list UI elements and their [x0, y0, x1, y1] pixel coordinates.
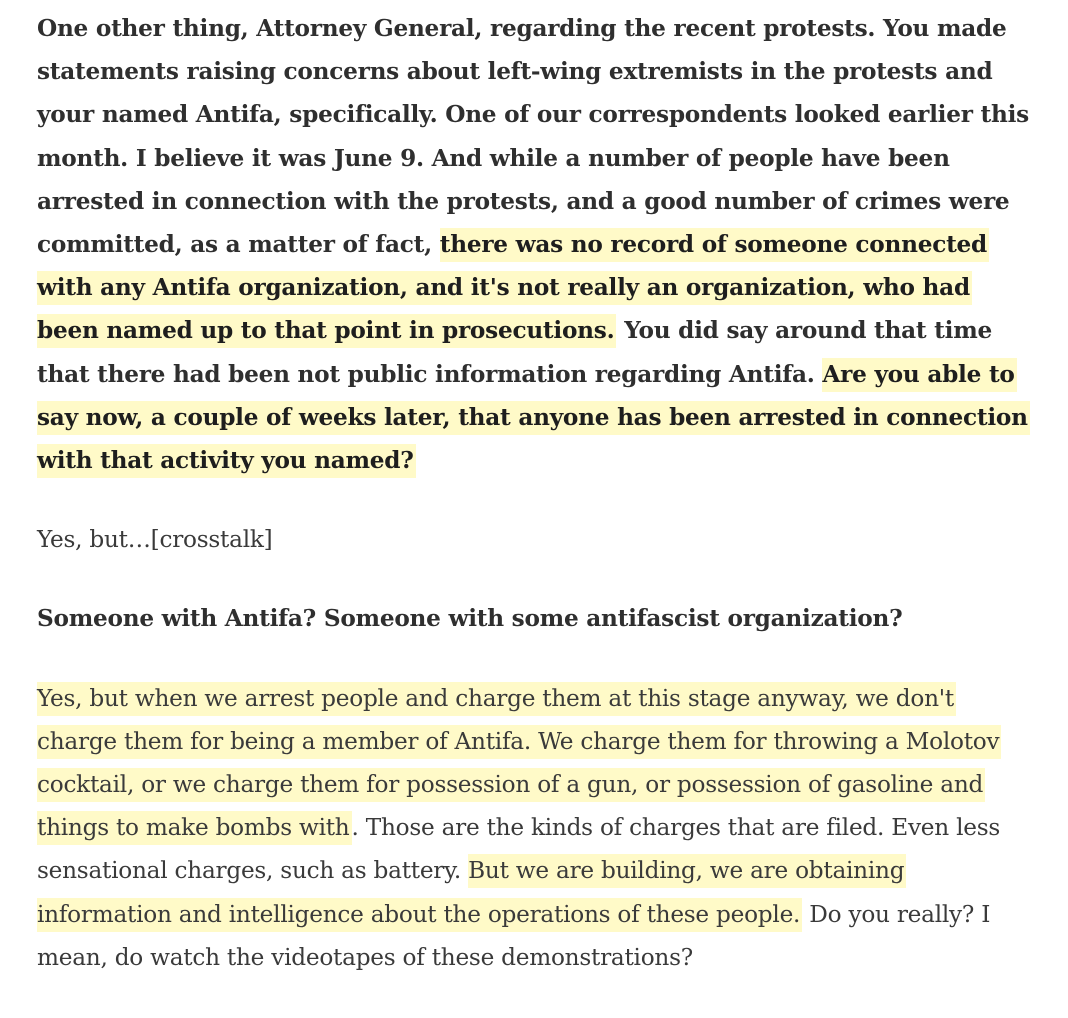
transcript-text: Do you really? I mean, do watch the videotapes of these demonstrations?	[37, 900, 991, 971]
transcript-text: . Those are the kinds of charges that are filed. Even less sensational charges, such as battery.	[37, 814, 1001, 885]
highlighted-text[interactable]: Yes, but when we arrest people and charge them at this stage anyway, we don't charge them for being a member of Antifa. We charge them for throwing a Molotov cocktail, or we charge them for possession of a gun, or possession of gasoline and things to make bombs with	[37, 682, 1001, 846]
answer-paragraph	[37, 677, 1037, 979]
question-paragraph	[37, 597, 1037, 640]
transcript-text: Yes, but…[crosstalk]	[37, 526, 273, 554]
transcript-text: One other thing, Attorney General, regarding the recent protests. You made statements raising concerns about left-wing extremists in the protests and your named Antifa, specifically. One of our correspondents looked earlier this month. I believe it was June 9. And while a number of people have been arrested in connection with the protests, and a good number of crimes were committed, as a matter of fact,	[37, 15, 1029, 259]
transcript-article	[37, 7, 1037, 1015]
highlighted-text[interactable]: Are you able to say now, a couple of weeks later, that anyone has been arrested in connection with that activity you named?	[37, 358, 1030, 478]
answer-paragraph	[37, 518, 1037, 561]
highlighted-text[interactable]: But we are building, we are obtaining information and intelligence about the operations of these people.	[37, 854, 906, 931]
transcript-text: You did say around that time that there had been not public information regarding Antifa.	[37, 317, 992, 388]
question-paragraph	[37, 7, 1037, 482]
highlighted-text[interactable]: there was no record of someone connected with any Antifa organization, and it's not really an organization, who had been named up to that point in prosecutions.	[37, 228, 989, 348]
transcript-text: Someone with Antifa? Someone with some antifascist organization?	[37, 605, 903, 633]
